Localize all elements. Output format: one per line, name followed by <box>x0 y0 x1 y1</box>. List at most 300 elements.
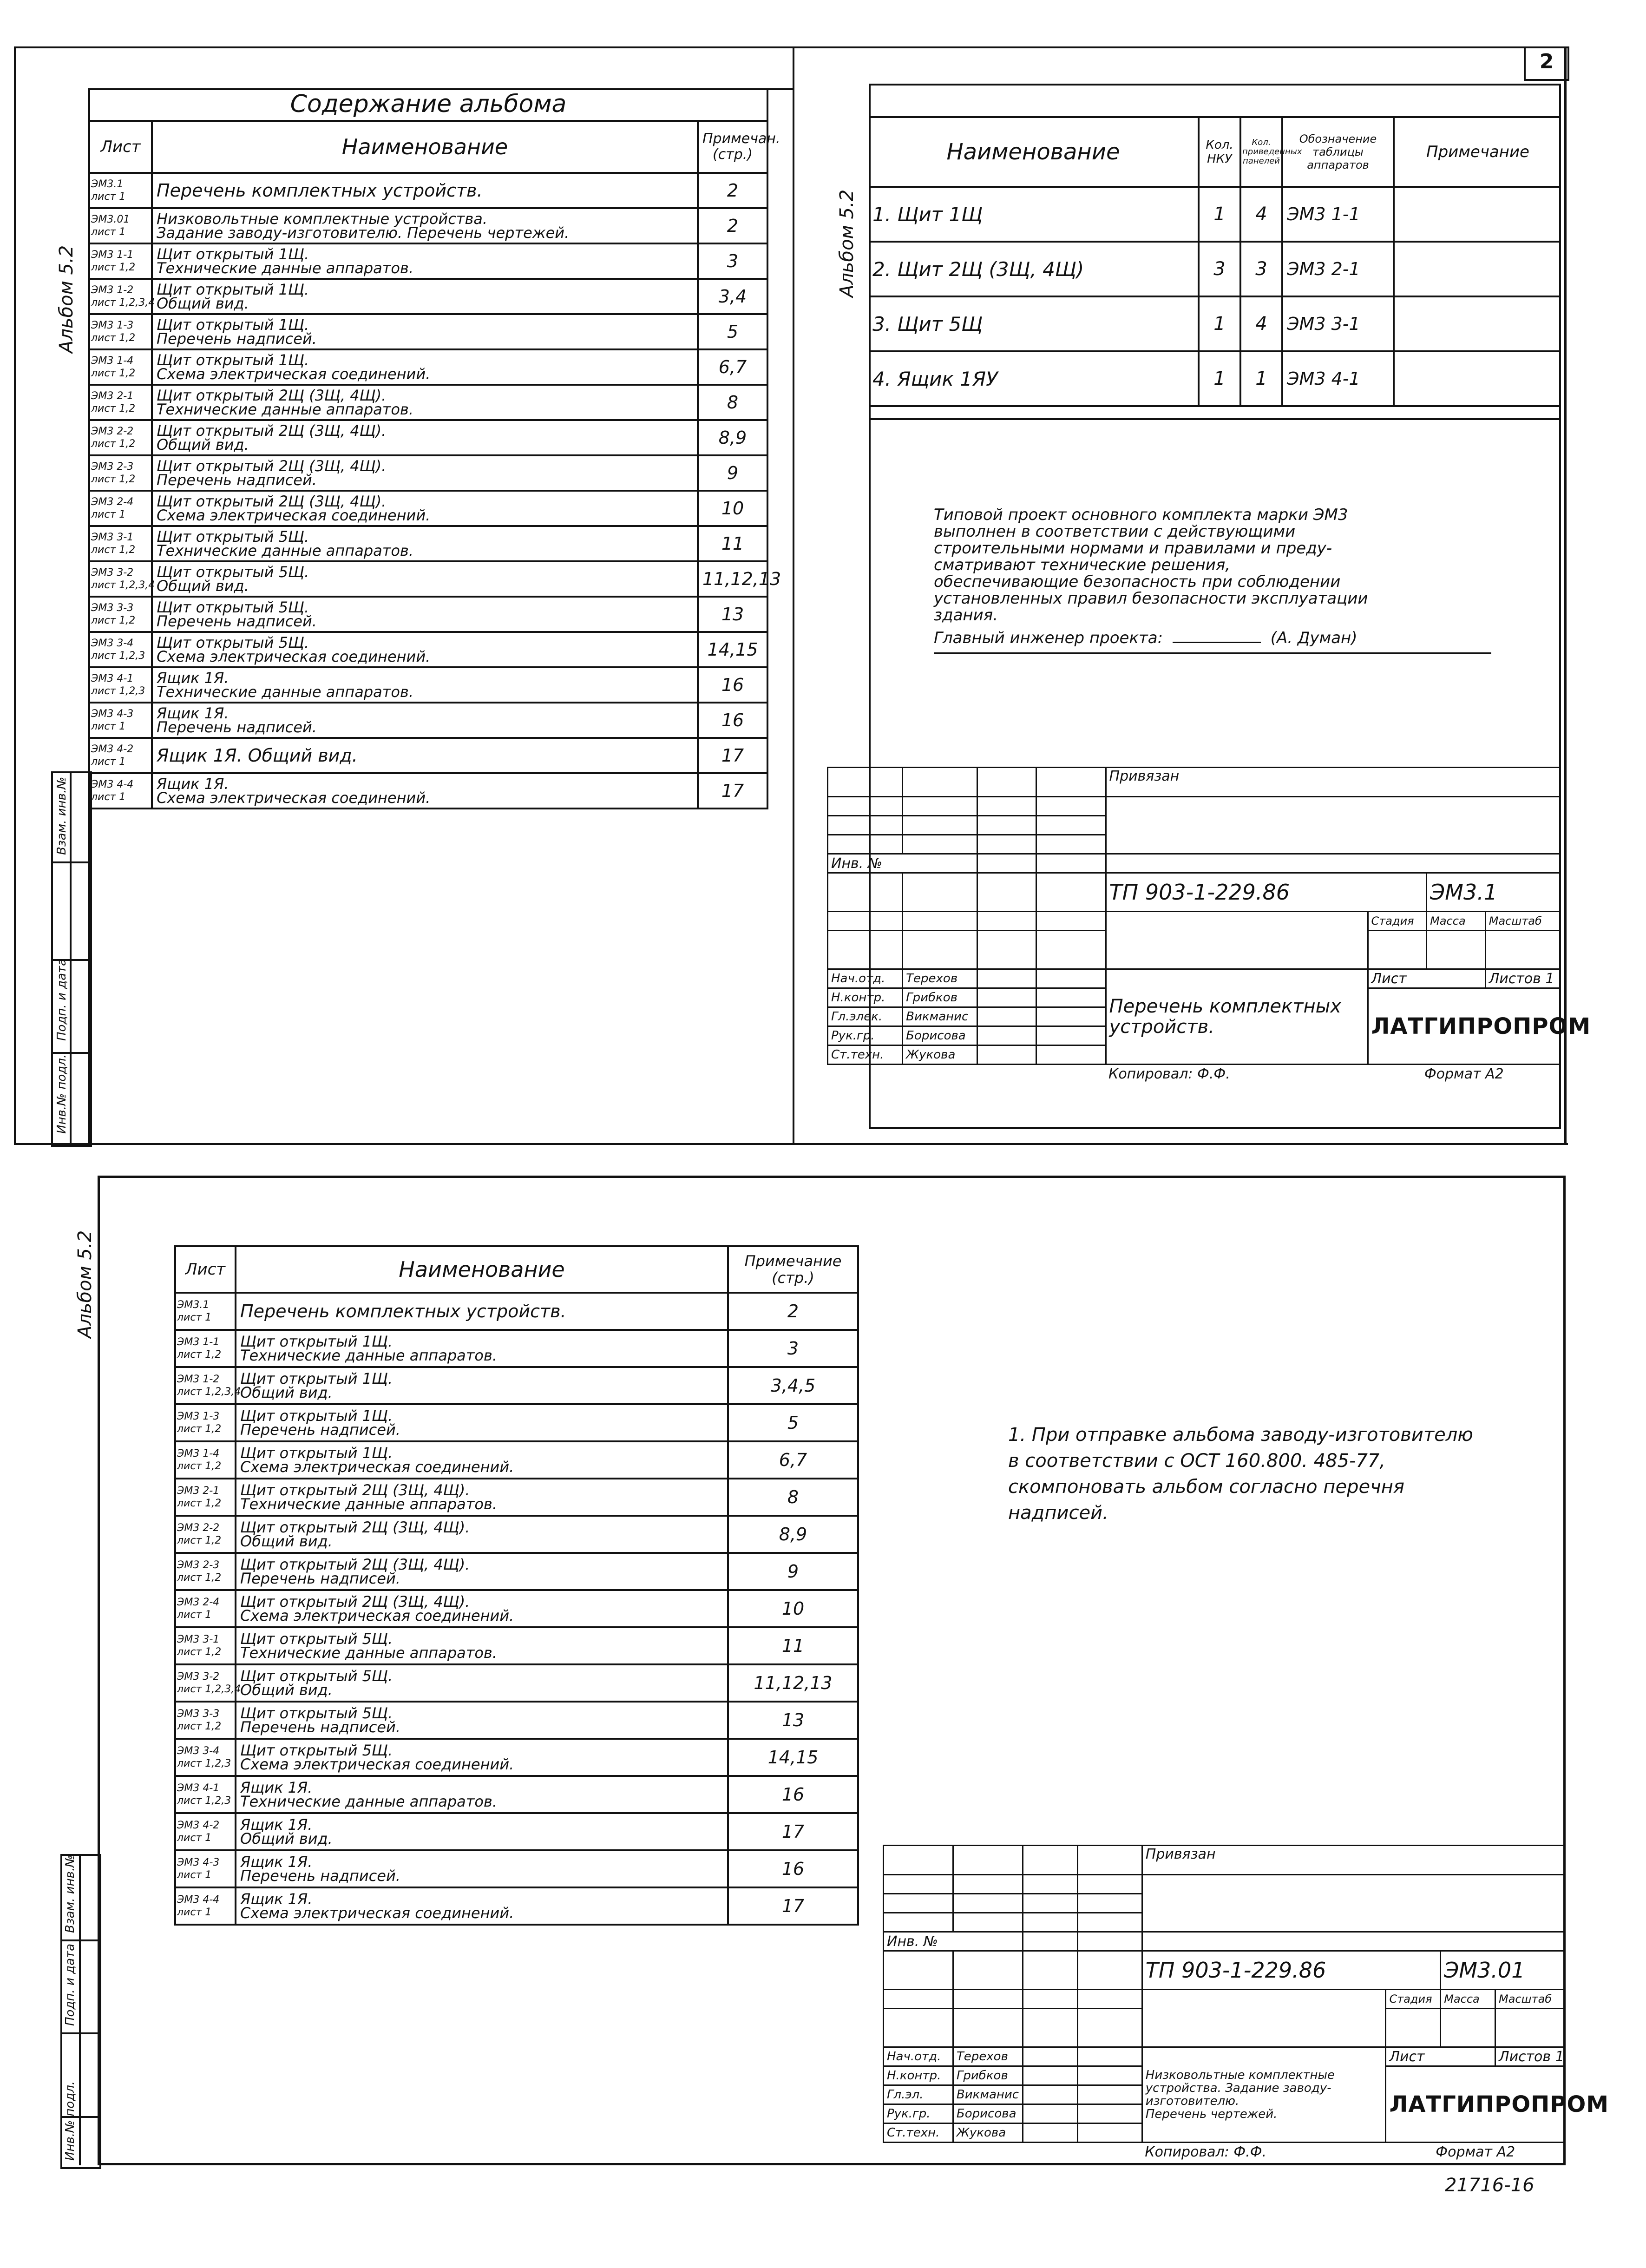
sheet-code-line: лист 1,2 <box>177 1535 222 1546</box>
sheet-code-line: лист 1,2 <box>91 473 136 485</box>
sheet-code-line: ЭМ3 1-2 <box>91 284 134 296</box>
sheet-code-line: лист 1,2 <box>91 332 136 344</box>
table-row <box>175 1479 858 1516</box>
sheet-pages: 5 <box>728 1404 858 1441</box>
sheet-name <box>152 773 698 809</box>
sheet-name-line: Ящик 1Я. <box>240 1779 313 1796</box>
sheet-name-line: Общий вид. <box>240 1830 333 1847</box>
stamp-signature <box>977 988 1036 1007</box>
sheet-code <box>175 1776 236 1813</box>
sheet-pages: 11,12,13 <box>698 561 767 597</box>
sheet-code <box>89 314 152 349</box>
sheet-name-line: Щит открытый 5Щ. <box>157 598 309 616</box>
device-name: 1. Щит 1Щ <box>869 187 1199 242</box>
stamp-role: Рук.гр. <box>828 1026 903 1045</box>
sheet-name-line: Перечень надписей. <box>157 718 317 736</box>
sheet-pages: 9 <box>698 455 767 491</box>
binding-label-vzam: Взам. инв.№ <box>55 776 69 855</box>
sheet-code-line: ЭМ3 2-3 <box>91 461 134 473</box>
binding-label-inv-bottom: Инв.№ подл. <box>63 2081 77 2161</box>
sheet-pages: 17 <box>698 738 767 773</box>
stamp-signature <box>1023 2047 1077 2066</box>
sheet-code-line: лист 1 <box>177 1906 212 1918</box>
sheet-name-line: Технические данные аппаратов. <box>240 1793 497 1810</box>
sheet-code-line: лист 1,2 <box>91 262 136 273</box>
sheet-name <box>236 1627 728 1664</box>
table-row <box>175 1627 858 1664</box>
sheet-code <box>89 243 152 279</box>
sheet-code <box>89 526 152 561</box>
statement-line: обеспечивающие безопасность при соблюдении <box>934 572 1341 591</box>
sheet-code-line: лист 1,2,3,4 <box>177 1386 241 1398</box>
stamp-privyazan: Привязан <box>1106 768 1560 797</box>
sheet-code <box>175 1516 236 1553</box>
stamp-person: Борисова <box>903 1026 977 1045</box>
sheet-name-line: Щит открытый 1Щ. <box>157 281 309 298</box>
sheet-name <box>236 1330 728 1367</box>
stamp-role: Ст.техн. <box>828 1045 903 1065</box>
sheet-code-line: ЭМ3 2-3 <box>177 1559 220 1571</box>
stamp-privyazan: Привязан <box>1142 1846 1565 1875</box>
sheet-name-line: Технические данные аппаратов. <box>240 1347 497 1364</box>
stamp-signature <box>977 1007 1036 1026</box>
sheet-code <box>175 1293 236 1330</box>
sheet-pages: 11 <box>728 1627 858 1664</box>
sheet-code-line: ЭМ3 4-1 <box>177 1782 220 1794</box>
title-block-bottom <box>883 1845 1609 2161</box>
sheet-name-line: Ящик 1Я. Общий вид. <box>157 745 358 766</box>
stamp-person: Терехов <box>903 969 977 988</box>
device-panels: 1 <box>1240 351 1282 406</box>
sheet-code-line: лист 1 <box>91 791 126 803</box>
sheet-code-line: ЭМ3 4-2 <box>177 1820 220 1831</box>
sheet-name-line: Перечень надписей. <box>240 1718 400 1736</box>
sheet-code-line: лист 1,2,3,4 <box>177 1683 241 1695</box>
stamp-list: Лист <box>1368 969 1485 988</box>
sheet-code-line: лист 1,2,3,4 <box>91 297 155 309</box>
table-row <box>89 738 767 773</box>
note-line: 1. При отправке альбома заводу-изготовителю <box>1008 1424 1473 1446</box>
chief-engineer-label: Главный инженер проекта: <box>934 629 1163 647</box>
binding-divider-bottom <box>79 1854 81 2165</box>
stamp-role: Н.контр. <box>884 2066 953 2085</box>
sheet-pages: 2 <box>728 1293 858 1330</box>
statement-line: сматривают технические решения, <box>934 556 1231 574</box>
sheet-code <box>175 1627 236 1664</box>
device-row <box>869 296 1561 351</box>
sheet-name-line: Общий вид. <box>240 1532 333 1550</box>
sheet-name-line: Технические данные аппаратов. <box>240 1495 497 1513</box>
sheet-name <box>152 173 698 208</box>
sheet-code-line: ЭМ3 2-4 <box>91 496 134 508</box>
sheet-name <box>152 703 698 738</box>
sheet-name <box>152 279 698 314</box>
stamp-role: Н.контр. <box>828 988 903 1007</box>
sheet-pages: 5 <box>698 314 767 349</box>
device-panels: 4 <box>1240 187 1282 242</box>
sheet-name <box>152 667 698 703</box>
sheet-pages: 11,12,13 <box>728 1664 858 1702</box>
sheet-code-line: ЭМ3 3-4 <box>177 1745 220 1757</box>
sheet-code-line: лист 1 <box>177 1312 212 1323</box>
sheet-code-line: лист 1,2 <box>177 1460 222 1472</box>
sheet-name <box>152 597 698 632</box>
table-row <box>89 349 767 385</box>
device-table-ref: ЭМ3 4-1 <box>1282 351 1394 406</box>
binding-label-vzam-bottom: Взам. инв.№ <box>63 1854 77 1933</box>
sheet-code-line: лист 1,2,3,4 <box>91 579 155 591</box>
statement-line: строительными нормами и правилами и преду- <box>934 539 1332 558</box>
table-row <box>89 455 767 491</box>
sheet-name <box>236 1404 728 1441</box>
sheet-name <box>236 1813 728 1850</box>
sheet-code-line: лист 1 <box>91 226 126 238</box>
sheet-code <box>89 597 152 632</box>
table-row <box>175 1664 858 1702</box>
statement-box <box>934 506 1491 654</box>
sheet-name-line: Щит открытый 5Щ. <box>240 1667 393 1685</box>
devices-table <box>869 116 1561 407</box>
sheet-pages: 10 <box>698 491 767 526</box>
sheet-code <box>175 1404 236 1441</box>
stamp-person: Викманис <box>953 2085 1023 2104</box>
sheet-name-line: Щит открытый 5Щ. <box>157 528 309 546</box>
sheet-code <box>89 561 155 597</box>
page-number-box: 2 <box>1524 46 1569 81</box>
sheet-code-line: ЭМ3 2-1 <box>177 1485 220 1497</box>
sheet-code-line: ЭМ3 3-4 <box>91 638 134 649</box>
sheet-name-line: Схема электрическая соединений. <box>240 1904 514 1922</box>
stamp-signature <box>977 969 1036 988</box>
table-row <box>89 703 767 738</box>
sheet-name-line: Схема электрическая соединений. <box>157 648 431 665</box>
table-row <box>175 1850 858 1887</box>
sheet-code-line: ЭМ3 1-1 <box>91 249 134 261</box>
sheet-name-line: Низковольтные комплектные устройства. <box>157 210 488 228</box>
sheet-code-line: ЭМ3 2-1 <box>91 390 134 402</box>
binding-label-inv: Инв.№ подл. <box>55 1054 69 1134</box>
stamp-title-line: Низковольтные комплектные <box>1145 2068 1335 2082</box>
device-table-ref: ЭМ3 1-1 <box>1282 187 1394 242</box>
sheet-name-line: Щит открытый 1Щ. <box>157 316 309 334</box>
sheet-code <box>89 703 152 738</box>
sheet-code-line: лист 1,2 <box>177 1721 222 1732</box>
stamp-title-line: изготовителю. <box>1145 2094 1239 2108</box>
sheet-pages: 17 <box>698 773 767 809</box>
sheet-pages: 3,4,5 <box>728 1367 858 1404</box>
sheet-code <box>175 1702 236 1739</box>
sheet-name <box>236 1850 728 1887</box>
sheet-name-line: Щит открытый 2Щ (3Щ, 4Щ). <box>240 1519 470 1536</box>
dev-col-name: Наименование <box>869 117 1199 187</box>
sheet-code-line: ЭМ3 4-1 <box>91 673 134 684</box>
sheet-code-line: ЭМ3.1 <box>177 1299 210 1311</box>
sheet-pages: 8,9 <box>698 420 767 455</box>
sheet-code <box>89 420 152 455</box>
table-row <box>89 243 767 279</box>
sheet-code <box>89 632 152 667</box>
sheet-name-line: Щит открытый 5Щ. <box>240 1704 393 1722</box>
stamp-inv-no: Инв. № <box>828 854 977 873</box>
sheet-name-line: Схема электрическая соединений. <box>157 365 431 383</box>
sheet-name-line: Схема электрическая соединений. <box>157 789 431 807</box>
stamp-massa: Масса <box>1441 1990 1495 2009</box>
sheet-name-line: Технические данные аппаратов. <box>157 259 413 277</box>
sheet-name-line: Технические данные аппаратов. <box>157 401 413 418</box>
sheet-code <box>175 1590 236 1627</box>
sheet-code-line: лист 1,2 <box>91 544 136 556</box>
stamp-person: Жукова <box>953 2123 1023 2143</box>
stamp-role: Нач.отд. <box>828 969 903 988</box>
sheet-name <box>152 632 698 667</box>
title-block-top <box>827 767 1591 1083</box>
table-row <box>175 1553 858 1590</box>
sheet-code-line: ЭМ3 4-4 <box>91 779 134 790</box>
sheet-code <box>175 1739 236 1776</box>
sheet-name-line: Щит открытый 5Щ. <box>240 1742 393 1759</box>
stamp-stadia: Стадия <box>1386 1990 1441 2009</box>
sheet-pages: 14,15 <box>728 1739 858 1776</box>
table-row <box>175 1739 858 1776</box>
sheet-code-line: ЭМ3 3-3 <box>91 602 134 614</box>
album-label-top-left: Альбом 5.2 <box>56 245 77 353</box>
stamp-role: Нач.отд. <box>884 2047 953 2066</box>
statement-line: выполнен в соответствии с действующими <box>934 522 1296 541</box>
sheet-code <box>89 455 152 491</box>
table-row <box>175 1404 858 1441</box>
stamp-person: Борисова <box>953 2104 1023 2123</box>
sheet-name-line: Щит открытый 1Щ. <box>240 1370 393 1387</box>
device-table-ref: ЭМ3 3-1 <box>1282 296 1394 351</box>
sheet-code-line: лист 1,2,3 <box>91 650 145 662</box>
sheet-name-line: Перечень надписей. <box>157 330 317 348</box>
sheet-code <box>89 491 152 526</box>
sheet-pages: 16 <box>728 1776 858 1813</box>
column-header-name: Наименование <box>152 121 698 173</box>
sheet-code-line: лист 1,2 <box>91 368 136 379</box>
table-row <box>89 314 767 349</box>
sheet-code-line: ЭМ3 4-3 <box>177 1857 220 1868</box>
chief-engineer-name: (А. Думан) <box>1270 629 1357 647</box>
sheet-name-line: Технические данные аппаратов. <box>157 683 413 701</box>
sheet-name-line: Щит открытый 5Щ. <box>157 634 309 651</box>
sheet-name <box>236 1441 728 1479</box>
sheet-name-line: Технические данные аппаратов. <box>157 542 413 559</box>
sheet-name <box>152 208 698 243</box>
archive-number: 21716-16 <box>1445 2175 1535 2196</box>
stamp-list: Лист <box>1386 2047 1495 2066</box>
device-name: 3. Щит 5Щ <box>869 296 1199 351</box>
stamp-signature <box>1023 2085 1077 2104</box>
sheet-code-line: лист 1,2,3 <box>177 1758 231 1769</box>
sheet-code-line: ЭМ3 4-4 <box>177 1894 220 1906</box>
stamp-role: Рук.гр. <box>884 2104 953 2123</box>
device-panels: 3 <box>1240 242 1282 296</box>
sheet-code-line: лист 1 <box>177 1609 212 1621</box>
sheet-pages: 3 <box>728 1330 858 1367</box>
sheet-name <box>236 1516 728 1553</box>
sheet-code-line: ЭМ3 3-2 <box>177 1671 220 1683</box>
sheet-code-line: ЭМ3 3-1 <box>177 1634 220 1645</box>
binding-label-podp-bottom: Подп. и дата <box>63 1943 77 2026</box>
sheet-name-line: Ящик 1Я. <box>240 1890 313 1908</box>
stamp-format: Формат А2 <box>1424 1065 1504 1082</box>
sheet-name <box>152 243 698 279</box>
sheet-code <box>175 1441 236 1479</box>
sheet-name-line: Общий вид. <box>157 436 249 454</box>
sheet-pages: 13 <box>728 1702 858 1739</box>
sheet-code-line: ЭМ3 3-3 <box>177 1708 220 1720</box>
sheet-pages: 17 <box>728 1813 858 1850</box>
stamp-signature <box>1023 2066 1077 2085</box>
table-row <box>175 1590 858 1627</box>
sheet-name <box>152 349 698 385</box>
column-header-list: Лист <box>89 121 152 173</box>
sheet-code-line: ЭМ3 1-3 <box>177 1411 220 1422</box>
contents-table-top <box>88 88 781 809</box>
table-row <box>89 632 767 667</box>
sheet-code-line: ЭМ3 2-4 <box>177 1597 220 1608</box>
stamp-copied: Копировал: Ф.Ф. <box>1108 1065 1230 1082</box>
sheet-pages: 14,15 <box>698 632 767 667</box>
sheet-name <box>152 455 698 491</box>
sheet-name <box>236 1590 728 1627</box>
sheet-code-line: ЭМ3 3-2 <box>91 567 134 579</box>
device-qty: 1 <box>1199 351 1240 406</box>
sheet-name-line: Ящик 1Я. <box>240 1853 313 1871</box>
sheet-pages: 9 <box>728 1553 858 1590</box>
binding-divider-top <box>70 771 72 1143</box>
sheet-pages: 17 <box>728 1887 858 1925</box>
device-qty: 1 <box>1199 187 1240 242</box>
stamp-signature <box>977 1045 1036 1065</box>
table-row <box>89 526 767 561</box>
device-row <box>869 187 1561 242</box>
horizontal-fold-line <box>14 1143 1568 1145</box>
dev-col-table: Обозначение таблицы аппаратов <box>1282 117 1394 187</box>
table-row <box>89 420 767 455</box>
stamp-firm: ЛАТГИПРОПРОМ <box>1368 988 1560 1065</box>
stamp-person: Грибков <box>953 2066 1023 2085</box>
sheet-code-line: лист 1 <box>91 756 126 768</box>
sheet-name <box>236 1553 728 1590</box>
sheet-code <box>89 385 152 420</box>
column-header-note: Примечан. (стр.) <box>698 121 767 173</box>
stamp-firm: ЛАТГИПРОПРОМ <box>1386 2066 1565 2143</box>
sheet-code-line: лист 1,2 <box>177 1349 222 1361</box>
device-name: 2. Щит 2Щ (3Щ, 4Щ) <box>869 242 1199 296</box>
sheet-pages: 8 <box>698 385 767 420</box>
sheet-code-line: лист 1 <box>91 509 126 520</box>
sheet-pages: 3 <box>698 243 767 279</box>
stamp-mark: ЭМ3.1 <box>1427 873 1561 912</box>
devices-table-bottom <box>869 418 1561 420</box>
table-row <box>89 208 767 243</box>
contents-title: Содержание альбома <box>89 88 767 121</box>
album-label-top-right: Альбом 5.2 <box>836 189 858 297</box>
sheet-pages: 8 <box>728 1479 858 1516</box>
sheet-name-line: Перечень надписей. <box>157 471 317 489</box>
stamp-signature <box>1023 2123 1077 2143</box>
sheet-code-line: лист 1,2 <box>177 1423 222 1435</box>
sheet-name <box>236 1664 728 1702</box>
sheet-name-line: Задание заводу-изготовителю. Перечень чертежей. <box>157 224 570 242</box>
stamp-signature <box>977 1026 1036 1045</box>
sheet-name-line: Перечень надписей. <box>240 1570 400 1587</box>
sheet-code-line: ЭМ3 4-3 <box>91 708 134 720</box>
sheet-code-line: лист 1 <box>91 721 126 732</box>
sheet-code <box>89 279 155 314</box>
bottom-col-note: Примечание (стр.) <box>728 1246 858 1293</box>
album-label-bottom: Альбом 5.2 <box>74 1230 96 1338</box>
table-row <box>175 1776 858 1813</box>
sheet-name-line: Щит открытый 2Щ (3Щ, 4Щ). <box>240 1593 470 1611</box>
sheet-pages: 2 <box>698 208 767 243</box>
sheet-code-line: лист 1 <box>177 1869 212 1881</box>
note-line: скомпоновать альбом согласно перечня <box>1008 1476 1404 1498</box>
sheet-code <box>89 208 152 243</box>
sheet-code-line: лист 1,2 <box>91 438 136 450</box>
sheet-pages: 6,7 <box>698 349 767 385</box>
stamp-listov: Листов 1 <box>1495 2047 1565 2066</box>
stamp-inv-no: Инв. № <box>884 1932 1023 1951</box>
sheet-name-line: Ящик 1Я. <box>157 704 229 722</box>
stamp-role: Гл.элек. <box>828 1007 903 1026</box>
table-row <box>175 1367 858 1404</box>
sheet-pages: 16 <box>728 1850 858 1887</box>
device-note <box>1394 187 1561 242</box>
sheet-code-line: ЭМ3 1-4 <box>177 1448 220 1459</box>
device-qty: 1 <box>1199 296 1240 351</box>
sheet-pages: 16 <box>698 667 767 703</box>
sheet-name-line: Схема электрическая соединений. <box>157 506 431 524</box>
dev-col-note: Примечание <box>1394 117 1561 187</box>
sheet-name <box>236 1367 728 1404</box>
device-row <box>869 242 1561 296</box>
note-line: в соответствии с ОСТ 160.800. 485-77, <box>1008 1450 1386 1472</box>
sheet-name <box>236 1739 728 1776</box>
sheet-code-line: лист 1,2 <box>91 615 136 626</box>
stamp-signature <box>1023 2104 1077 2123</box>
table-row <box>175 1293 858 1330</box>
sheet-pages: 8,9 <box>728 1516 858 1553</box>
stamp-role: Ст.техн. <box>884 2123 953 2143</box>
dev-col-panels: Кол. приведенных панелей <box>1240 117 1282 187</box>
sheet-name-line: Щит открытый 2Щ (3Щ, 4Щ). <box>240 1481 470 1499</box>
table-row <box>89 279 767 314</box>
sheet-name-line: Схема электрическая соединений. <box>240 1607 514 1624</box>
stamp-stadia: Стадия <box>1368 912 1427 931</box>
sheet-name <box>152 561 698 597</box>
sheet-code-line: ЭМ3 2-2 <box>91 426 134 437</box>
sheet-name <box>236 1776 728 1813</box>
dev-col-qty: Кол. НКУ <box>1199 117 1240 187</box>
stamp-masshtab: Масштаб <box>1485 912 1560 931</box>
stamp-format: Формат А2 <box>1436 2143 1515 2160</box>
device-note <box>1394 296 1561 351</box>
sheet-name <box>236 1293 728 1330</box>
sheet-name <box>236 1702 728 1739</box>
stamp-listov: Листов 1 <box>1485 969 1560 988</box>
sheet-pages: 3,4 <box>698 279 767 314</box>
statement-line: здания. <box>934 606 998 625</box>
sheet-name-line: Щит открытый 2Щ (3Щ, 4Щ). <box>240 1556 470 1573</box>
stamp-massa: Масса <box>1427 912 1486 931</box>
sheet-code-line: ЭМ3.1 <box>91 178 124 190</box>
stamp-person: Грибков <box>903 988 977 1007</box>
sheet-code <box>175 1330 236 1367</box>
sheet-code-line: лист 1,2 <box>177 1498 222 1509</box>
